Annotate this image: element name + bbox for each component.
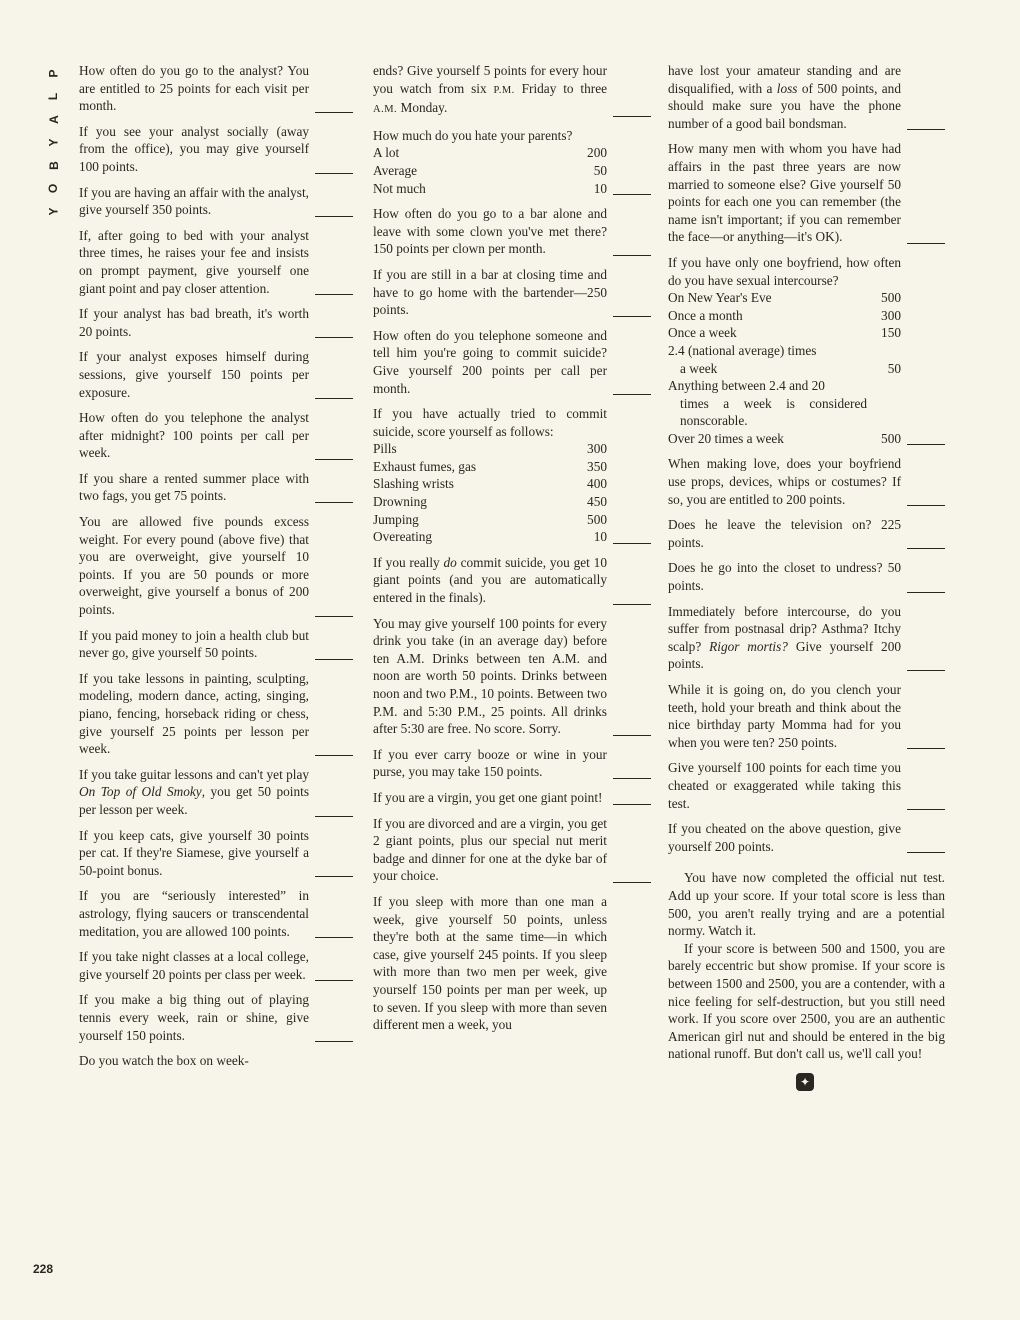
question-text: If you make a big thing out of playing tennis every week, rain or shine, give yourself 150 points. xyxy=(79,992,309,1043)
question xyxy=(79,887,353,940)
score-blank[interactable] xyxy=(315,980,353,981)
score-blank[interactable] xyxy=(613,804,651,805)
question-text: You may give yourself 100 points for every drink you take (in an average day) before ten A.M. Drinks between ten A.M. and noon are worth 50 points. Drinks between noon and two P.M., 10 points. Between two P.M. and 5:30 P.M., 25 points. All drinks after 5:30 are free. No score. Sorry. xyxy=(373,615,607,737)
question-text: If you are still in a bar at closing time and have to go home with the bartender—250 points. xyxy=(373,266,607,318)
score-value: 450 xyxy=(587,494,607,510)
question-text xyxy=(668,62,901,132)
sidebar-letter: O xyxy=(46,183,61,194)
question xyxy=(79,827,353,880)
question xyxy=(373,62,651,119)
score-blank[interactable] xyxy=(907,592,945,593)
song-title: On Top of Old Smoky xyxy=(79,784,202,800)
question xyxy=(373,746,651,781)
question xyxy=(668,681,945,751)
sidebar-letter: A xyxy=(46,115,61,124)
question-text: If you sleep with more than one man a week, give yourself 50 points, unless they're both at the same time—in which case, give yourself 245 points. If you sleep with more than two men per week, give yourself 150 points per man per week, up to seven. If you sleep with more than seven different men a week, you xyxy=(373,893,607,1033)
score-row xyxy=(373,511,607,529)
score-row xyxy=(373,162,607,180)
question-text: If your analyst has bad breath, it's worth 20 points. xyxy=(79,306,309,339)
sidebar-letter: Y xyxy=(46,207,61,216)
score-blank[interactable] xyxy=(907,809,945,810)
question xyxy=(373,266,651,319)
score-blank[interactable] xyxy=(315,816,353,817)
score-value: 400 xyxy=(587,476,607,492)
question-text: How often do you telephone someone and tell him you're going to commit suicide? Give yourself 200 points per call per month. xyxy=(373,327,607,396)
sidebar-letter: P xyxy=(46,69,61,78)
question-text xyxy=(668,603,901,673)
score-label: a week xyxy=(680,360,718,376)
score-blank[interactable] xyxy=(907,505,945,506)
question xyxy=(79,991,353,1044)
score-value: 10 xyxy=(593,180,607,196)
score-label: times a week is considered nonscorable. xyxy=(680,395,867,429)
score-label: Drowning xyxy=(373,494,427,510)
question-text: If you paid money to join a health club but never go, give yourself 50 points. xyxy=(79,627,309,661)
score-blank[interactable] xyxy=(613,882,651,883)
score-row xyxy=(668,377,901,395)
text-run: Friday to three xyxy=(514,80,608,96)
small-caps: A.M. xyxy=(373,104,398,116)
emphasis: Rigor mortis? xyxy=(709,638,788,654)
score-blank[interactable] xyxy=(907,852,945,853)
score-row xyxy=(668,430,901,448)
playboy-vertical-title xyxy=(40,62,68,223)
column-2 xyxy=(373,62,651,1042)
question-continued xyxy=(373,893,651,1034)
score-label: Exhaust fumes, gas xyxy=(373,458,477,474)
question xyxy=(79,348,353,401)
question xyxy=(668,820,945,855)
score-label: Over 20 times a week xyxy=(668,430,784,446)
score-blank[interactable] xyxy=(315,173,353,174)
score-blank[interactable] xyxy=(315,876,353,877)
score-blank[interactable] xyxy=(315,755,353,756)
rabbit-head-icon: ✦ xyxy=(796,1073,814,1091)
question-text: If you ever carry booze or wine in your purse, you may take 150 points. xyxy=(373,746,607,780)
question xyxy=(79,123,353,176)
question-text: If you share a rented summer place with two fags, you get 75 points. xyxy=(79,470,309,504)
question xyxy=(373,789,651,807)
score-blank[interactable] xyxy=(315,1041,353,1042)
score-label: Anything between 2.4 and 20 xyxy=(668,378,825,394)
question-text: When making love, does your boyfriend use props, devices, whips or costumes? If so, you are entitled to 200 points. xyxy=(668,456,901,507)
score-blank[interactable] xyxy=(315,616,353,617)
score-blank[interactable] xyxy=(613,735,651,736)
score-label: Overeating xyxy=(373,529,433,545)
question xyxy=(373,554,651,607)
score-blank[interactable] xyxy=(613,194,651,195)
score-blank[interactable] xyxy=(907,444,945,445)
text-run: ends? Give yourself 5 points for every hour you watch from six xyxy=(373,63,607,96)
question xyxy=(79,513,353,619)
question-text: You are allowed five pounds excess weight. For every pound (above five) that you are overweight, give yourself 10 points. If you are 50 pounds or more overweight, give yourself a bonus of 200 points. xyxy=(79,514,309,618)
question-text: If you are having an affair with the analyst, give yourself 350 points. xyxy=(79,184,309,218)
question xyxy=(373,205,651,258)
question-text xyxy=(79,766,309,819)
score-value: 500 xyxy=(587,511,607,527)
question-text: How often do you telephone the analyst after midnight? 100 points per call per week. xyxy=(79,410,309,461)
question xyxy=(668,62,945,132)
question-text: If, after going to bed with your analyst three times, he raises your fee and insists on prompt payment, give yourself one giant point and pay closer attention. xyxy=(79,227,309,296)
score-blank[interactable] xyxy=(315,216,353,217)
sidebar-letter: L xyxy=(46,92,61,101)
question xyxy=(79,305,353,340)
page-number: 228 xyxy=(33,1262,54,1276)
score-value: 50 xyxy=(887,360,901,376)
question-text: How many men with whom you have had affairs in the past three years are now married to someone else? Give yourself 50 points for each one you can remember (the name isn't important; if you can remember the face—or anything—it's OK). xyxy=(668,141,901,245)
question-text: If you are a virgin, you get one giant point! xyxy=(373,789,603,805)
question xyxy=(668,603,945,673)
question-text: If you are “seriously interested” in astrology, flying saucers or transcendental meditation, you are allowed 100 points. xyxy=(79,888,309,939)
question xyxy=(373,327,651,397)
score-blank[interactable] xyxy=(907,670,945,671)
question xyxy=(373,405,651,546)
question xyxy=(79,227,353,297)
score-value: 350 xyxy=(587,458,607,474)
conclusion-paragraph: If your score is between 500 and 1500, you are barely eccentric but show promise. If your score is between 1500 and 2500, you are a contender, with a nice feeling for self-destruction, but you still need work. If you score over 2500, you are an authentic American girl nut and should be entered in the big national runoff. But don't call us, we'll call you! xyxy=(668,940,945,1062)
score-blank[interactable] xyxy=(613,778,651,779)
score-blank[interactable] xyxy=(315,337,353,338)
score-row xyxy=(668,324,901,342)
question xyxy=(668,254,945,448)
score-value xyxy=(867,395,901,430)
score-blank[interactable] xyxy=(315,937,353,938)
score-blank[interactable] xyxy=(613,255,651,256)
score-value: 500 xyxy=(881,430,901,446)
score-row xyxy=(668,307,901,325)
question xyxy=(79,670,353,758)
score-row xyxy=(668,342,901,360)
sidebar-letter: B xyxy=(46,161,61,170)
text-run: commit suicide, you get 10 giant points (and you are automatically entered in the finals). xyxy=(373,554,607,606)
score-value: 300 xyxy=(881,307,901,323)
score-value: 50 xyxy=(593,162,607,178)
emphasis: do xyxy=(443,554,457,570)
score-value: 500 xyxy=(881,290,901,306)
question xyxy=(79,184,353,219)
score-row xyxy=(373,493,607,511)
score-value: 10 xyxy=(593,529,607,545)
question-text xyxy=(373,554,607,607)
score-blank[interactable] xyxy=(907,129,945,130)
question xyxy=(79,948,353,983)
question-text: If you keep cats, give yourself 30 points per cat. If they're Siamese, give yourself a 50-point bonus. xyxy=(79,827,309,878)
score-blank[interactable] xyxy=(315,502,353,503)
text-run: Monday. xyxy=(397,100,448,116)
score-blank[interactable] xyxy=(315,459,353,460)
score-blank[interactable] xyxy=(613,316,651,317)
question xyxy=(373,127,651,197)
text-run: have lost your amateur standing and are disqualified, with a xyxy=(668,63,901,96)
question-text: If you see your analyst socially (away from the office), you may give yourself 100 points. xyxy=(79,123,309,174)
score-label: Once a month xyxy=(668,307,743,323)
question xyxy=(668,140,945,246)
question-text: How much do you hate your parents? xyxy=(373,127,573,143)
score-row xyxy=(373,475,607,493)
score-blank[interactable] xyxy=(613,604,651,605)
score-row xyxy=(373,440,607,458)
question-text: Give yourself 100 points for each time you cheated or exaggerated while taking this test. xyxy=(668,760,901,811)
question-continued xyxy=(79,1052,353,1070)
score-value: 200 xyxy=(587,145,607,161)
text-run: , you get 50 points per lesson per week. xyxy=(79,784,309,817)
score-blank[interactable] xyxy=(907,243,945,244)
question xyxy=(668,759,945,812)
score-row xyxy=(373,144,607,162)
score-label: Not much xyxy=(373,180,426,196)
text-run: Give yourself 200 points. xyxy=(668,638,901,672)
score-row xyxy=(668,289,901,307)
question xyxy=(79,470,353,505)
score-blank[interactable] xyxy=(315,659,353,660)
score-blank[interactable] xyxy=(315,112,353,113)
conclusion xyxy=(668,869,945,1063)
score-label: Once a week xyxy=(668,325,737,341)
question xyxy=(668,559,945,594)
score-blank[interactable] xyxy=(613,543,651,544)
question xyxy=(668,516,945,551)
score-label: Average xyxy=(373,162,418,178)
score-blank[interactable] xyxy=(613,116,651,117)
question-text: If you cheated on the above question, give yourself 200 points. xyxy=(668,821,901,854)
score-blank[interactable] xyxy=(907,548,945,549)
score-value: 150 xyxy=(881,325,901,341)
text-run: of 500 points, and should make sure you have the phone number of a good bail bondsman. xyxy=(668,80,901,131)
score-label: On New Year's Eve xyxy=(668,290,772,306)
question xyxy=(79,62,353,115)
question xyxy=(79,627,353,662)
question-text: If you have only one boyfriend, how often do you have sexual intercourse? xyxy=(668,254,901,288)
score-row xyxy=(373,528,607,546)
score-blank[interactable] xyxy=(907,748,945,749)
emphasis: loss xyxy=(776,80,798,96)
score-row xyxy=(373,458,607,476)
question-text xyxy=(373,62,607,119)
question xyxy=(79,409,353,462)
score-label: Jumping xyxy=(373,511,419,527)
question-text: How often do you go to the analyst? You are entitled to 25 points for each visit per month. xyxy=(79,63,309,114)
text-run: Immediately before intercourse, do you suffer from postnasal drip? Asthma? Itchy scalp? xyxy=(668,603,901,654)
score-blank[interactable] xyxy=(315,398,353,399)
question xyxy=(373,615,651,738)
score-label: 2.4 (national average) times xyxy=(668,342,817,358)
score-label: Pills xyxy=(373,441,397,457)
question-text: While it is going on, do you clench your teeth, hold your breath and think about the nice birthday party Momma had for you when you were ten? 250 points. xyxy=(668,682,901,750)
column-1 xyxy=(79,62,353,1078)
column-3 xyxy=(668,62,945,1091)
question-text: If you take night classes at a local college, give yourself 20 points per class per week. xyxy=(79,949,309,982)
text-run: If you really xyxy=(373,554,444,570)
question-text: Does he leave the television on? 225 points. xyxy=(668,517,901,550)
score-row xyxy=(668,360,901,378)
conclusion-paragraph: You have now completed the official nut test. Add up your score. If your total score is less than 500, you aren't really trying and are a potential normy. Watch it. xyxy=(668,870,945,939)
text-run: If you take guitar lessons and can't yet play xyxy=(79,766,309,782)
sidebar-letter: Y xyxy=(46,138,61,147)
question xyxy=(79,766,353,819)
question-text: Do you watch the box on week- xyxy=(79,1053,249,1069)
question-text: How often do you go to a bar alone and leave with some clown you've met there? 150 points per clown per month. xyxy=(373,206,607,257)
question-text: If your analyst exposes himself during sessions, give yourself 150 points per exposure. xyxy=(79,349,309,400)
score-row xyxy=(373,180,607,198)
score-label: Slashing wrists xyxy=(373,476,454,492)
question xyxy=(373,815,651,885)
score-value xyxy=(867,377,901,395)
question-text: If you have actually tried to commit suicide, score yourself as follows: xyxy=(373,406,607,439)
score-blank[interactable] xyxy=(613,394,651,395)
question-text: If you take lessons in painting, sculpting, modeling, modern dance, acting, singing, piano, fencing, horseback riding or chess, give yourself 25 points per lesson per week. xyxy=(79,670,309,757)
score-value xyxy=(867,342,901,360)
small-caps: P.M. xyxy=(493,84,515,96)
question-text: If you are divorced and are a virgin, you get 2 giant points, plus our special nut merit badge and dinner for one at the dyke bar of your choice. xyxy=(373,815,607,884)
score-value: 300 xyxy=(587,441,607,457)
question xyxy=(668,455,945,508)
score-row xyxy=(668,395,901,430)
score-blank[interactable] xyxy=(315,294,353,295)
question-text: Does he go into the closet to undress? 50 points. xyxy=(668,560,901,594)
score-label: A lot xyxy=(373,145,400,161)
